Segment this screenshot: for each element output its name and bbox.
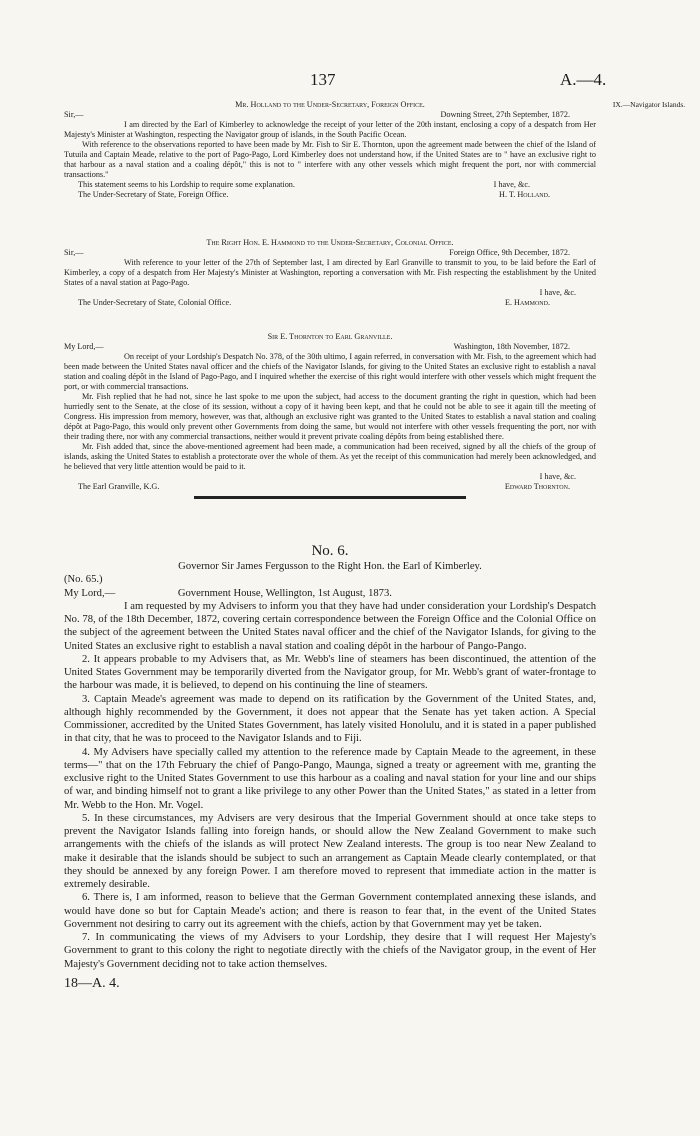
signature: Edward Thornton. xyxy=(504,482,570,491)
letter-heading: Sir E. Thornton to Earl Granville. xyxy=(267,332,393,341)
letter-heading: Governor Sir James Fergusson to the Right Hon. the Earl of Kimberley. xyxy=(178,561,482,572)
paragraph: On receipt of your Lordship's Despatch No. 378, of the 30th ultimo, I again referred, in conversation with Mr. Fish, to the agreement which had been made between the United States naval officer and the chiefs of the Navigator Islands, for giving to the United States an exclusive right to establish a naval station and coaling dépôt in the Island of Pago-Pago, and I inquired whether the exercise of this right would interfere with other vessels which might frequent the port, or with commercial transactions. xyxy=(64,352,596,391)
signature-mark: 18—A. 4. xyxy=(64,975,120,991)
paragraph: This statement seems to his Lordship to require some explanation. xyxy=(78,180,295,189)
salutation-row xyxy=(64,342,596,352)
despatch-number: (No. 65.) xyxy=(64,574,103,586)
signature-row xyxy=(64,298,596,308)
letter-hammond xyxy=(64,238,596,308)
signature: E. Hammond. xyxy=(504,298,550,307)
letter-thornton xyxy=(64,332,596,505)
paragraph: 2. It appears probable to my Advisers that, as Mr. Webb's line of steamers has been discontinued, the attention of the United States Government may be temporarily diverted from the Navigator group, for Mr. Webb's grant of water-frontage to the harbour was made, it is believed, to depend on his continuing the line of steamers. xyxy=(64,653,596,692)
closing: I have, &c. xyxy=(493,180,530,189)
document-no-6 xyxy=(64,536,596,990)
paragraph: With reference to your letter of the 27th of September last, I am directed by Earl Granville to transmit to you, to be laid before the Earl of Kimberley, a copy of a despatch from Her Majesty's Minister at Washington, reporting a conversation with Mr. Fish respecting the establishment by the United States of a naval station at Pago-Pago. xyxy=(64,258,596,287)
letter-heading: The Right Hon. E. Hammond to the Under-Secretary, Colonial Office. xyxy=(206,238,454,247)
paragraph: 7. In communicating the views of my Advisers to your Lordship, they desire that I will request Her Majesty's Government to grant to this colony the right to negotiate directly with the chiefs of the Navigator group, in the event of Her Majesty's Government deciding not to take action themselves. xyxy=(64,932,596,970)
addressee: The Under-Secretary of State, Colonial Office. xyxy=(78,298,232,307)
salutation: Sir,— xyxy=(64,110,84,119)
paragraph: I am directed by the Earl of Kimberley to acknowledge the receipt of your letter of the 20th instant, enclosing a copy of a despatch from Her Majesty's Minister at Washington, respecting the Navigator group of islands, in the South Pacific Ocean. xyxy=(64,120,596,139)
salutation: My Lord,— xyxy=(64,587,116,599)
addressee: The Earl Granville, K.G. xyxy=(78,482,160,491)
paragraph: 4. My Advisers have specially called my attention to the reference made by Captain Meade to the agreement, in these terms—" that on the 17th February the chief of Pango-Pango, Maunga, signed a treaty or agreement with me, granting the exclusive right to the United States Government to use this harbour as a coaling and naval station for your line and our ships of war, and binding himself not to grant a like privilege to any other Power than the United States," as stated in a letter from Mr. Webb to the Hon. Mr. Vogel. xyxy=(64,746,596,811)
paragraph: 6. There is, I am informed, reason to believe that the German Government contemplated annexing these islands, and would have done so but for Captain Meade's action; and there is reason to fear that, in the event of the United States Government not desiring to carry out its agreement with the chiefs, action by that Government may yet be taken. xyxy=(64,892,596,930)
paragraph: Mr. Fish replied that he had not, since he last spoke to me upon the subject, had access to the document granting the right in question, which had been hurriedly sent to the Senate, at the close of its session, without a copy of it having been kept, and that he could not be able to see it again till the meeting of Congress. His impression from memory, however, was that, although an exclusive right was granted to the United States to establish a naval station and coaling dépôt at Pago-Pago, this would only prevent other Governments from doing the same, but would not interfere with other vessels frequenting the port, nor with their trading there, nor with any commercial transactions, neither would it prevent private coaling dépôts from being established there. xyxy=(64,392,596,441)
closing: I have, &c. xyxy=(539,288,576,297)
salutation-row xyxy=(64,110,596,120)
dateline: Government House, Wellington, 1st August, 1873. xyxy=(177,587,392,599)
paragraph: Mr. Fish added that, since the above-mentioned agreement had been made, a communication had been received, signed by all the chiefs of the group of islands, asking the United States to establish a protectorate over the whole of them. As yet the receipt of this communication had merely been acknowledged, and he believed that very little attention would be paid to it. xyxy=(64,442,596,471)
salutation-row xyxy=(64,248,596,258)
letter-holland xyxy=(64,100,596,200)
salutation: My Lord,— xyxy=(64,342,104,351)
salutation-row xyxy=(64,587,596,600)
salutation: Sir,— xyxy=(64,248,84,257)
document-reference: A.—4. xyxy=(560,70,607,89)
letter-heading: Mr. Holland to the Under-Secretary, Foreign Office. xyxy=(235,100,425,109)
closing: I have, &c. xyxy=(539,472,576,481)
paragraph: With reference to the observations reported to have been made by Mr. Fish to Sir E. Thornton, upon the agreement made between the chief of the Island of Tutuila and Captain Meade, relative to the port of Pago-Pago, Lord Kimberley does not understand how, if the United States are to " have an exclusive right to that harbour as a naval station and a coaling dépôt," this is not to " interfere with any other vessels which might frequent the port, nor with commercial transactions." xyxy=(64,140,596,179)
paragraph: 5. In these circumstances, my Advisers are very desirous that the Imperial Government should at once take steps to prevent the Navigator Islands falling into foreign hands, or should allow the New Zealand Government to make such arrangements with the chiefs of the islands as will protect New Zealand interests. The group is too near New Zealand to make it desirable that the islands should be subject to such an arrangement as Captain Meade clearly contemplated, or that they should be annexed by any foreign Power. I am therefore moved to represent that immediate action in the matter is extremely desirable. xyxy=(64,812,596,890)
signature-row xyxy=(64,190,596,200)
document-number: No. 6. xyxy=(311,543,349,559)
signature-row xyxy=(64,482,596,492)
margin-note: IX.—Navigator Islands. xyxy=(612,100,686,109)
dateline: Washington, 18th November, 1872. xyxy=(453,342,570,351)
paragraph: 3. Captain Meade's agreement was made to depend on its ratification by the Government of the United States, and, although highly recommended by the Government, it does not appear that the Senate has yet taken action. A Special Commissioner, accredited by the United States Government, has lately visited Honolulu, and it is stated in a paper published in that city, that he was to proceed to the Navigator Islands and to Fiji. xyxy=(64,693,596,745)
dateline: Downing Street, 27th September, 1872. xyxy=(440,110,570,119)
page-number: 137 xyxy=(310,70,336,89)
signature: H. T. Holland. xyxy=(499,190,550,199)
paragraph: I am requested by my Advisers to inform you that they have had under consideration your Lordship's Despatch No. 78, of the 18th December, 1872, covering certain correspondence between the Foreign Office and the Colonial Office on the subject of the agreement between the United States naval officer and the chief of the Navigator Islands, for giving to the United States an exclusive right to establish a naval station and coaling dépôt in the harbour of Pango-Pango. xyxy=(64,600,596,652)
addressee: The Under-Secretary of State, Foreign Office. xyxy=(78,190,229,199)
closing-row xyxy=(64,180,596,190)
section-divider xyxy=(194,496,466,499)
dateline: Foreign Office, 9th December, 1872. xyxy=(449,248,570,257)
